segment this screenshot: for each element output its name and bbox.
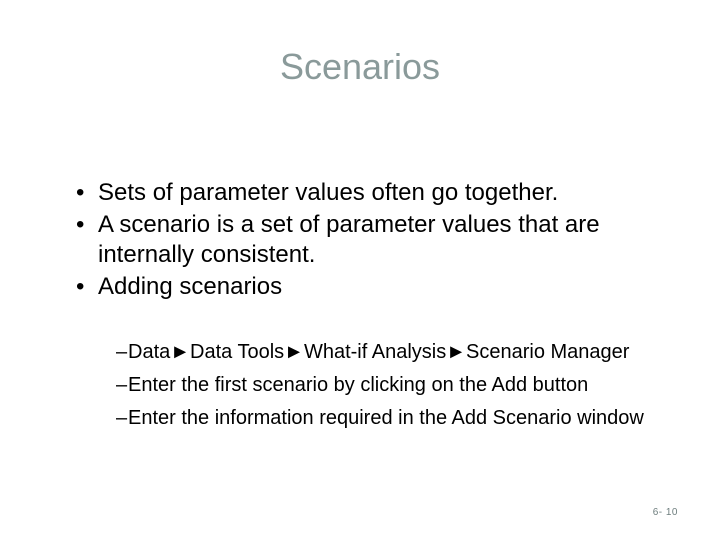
bullet-text: Sets of parameter values often go together. [98, 179, 559, 206]
bullet-text: Adding scenarios [98, 273, 283, 300]
bullet-item [76, 210, 686, 270]
bullet-marker: • [76, 273, 85, 300]
page-number: 6- 10 [652, 507, 678, 518]
sub-bullet-text: Data►Data Tools►What-if Analysis►Scenario Manager [128, 341, 630, 363]
sub-bullet-text: Enter the information required in the Add Scenario window [128, 407, 644, 429]
sub-bullet-list [116, 340, 676, 439]
sub-bullet-item [116, 373, 676, 397]
bullet-list [76, 178, 686, 304]
bullet-marker: • [76, 211, 85, 238]
bullet-marker: • [76, 179, 85, 206]
bullet-text: A scenario is a set of parameter values that are internally consistent. [98, 211, 600, 268]
slide-title: Scenarios [279, 46, 441, 87]
dash-marker: – [116, 374, 128, 396]
bullet-item [76, 178, 686, 208]
dash-marker: – [116, 407, 128, 429]
sub-bullet-item [116, 406, 676, 430]
sub-bullet-item [116, 340, 676, 364]
dash-marker: – [116, 341, 128, 363]
sub-bullet-text: Enter the first scenario by clicking on the Add button [128, 374, 589, 396]
bullet-item [76, 272, 686, 302]
